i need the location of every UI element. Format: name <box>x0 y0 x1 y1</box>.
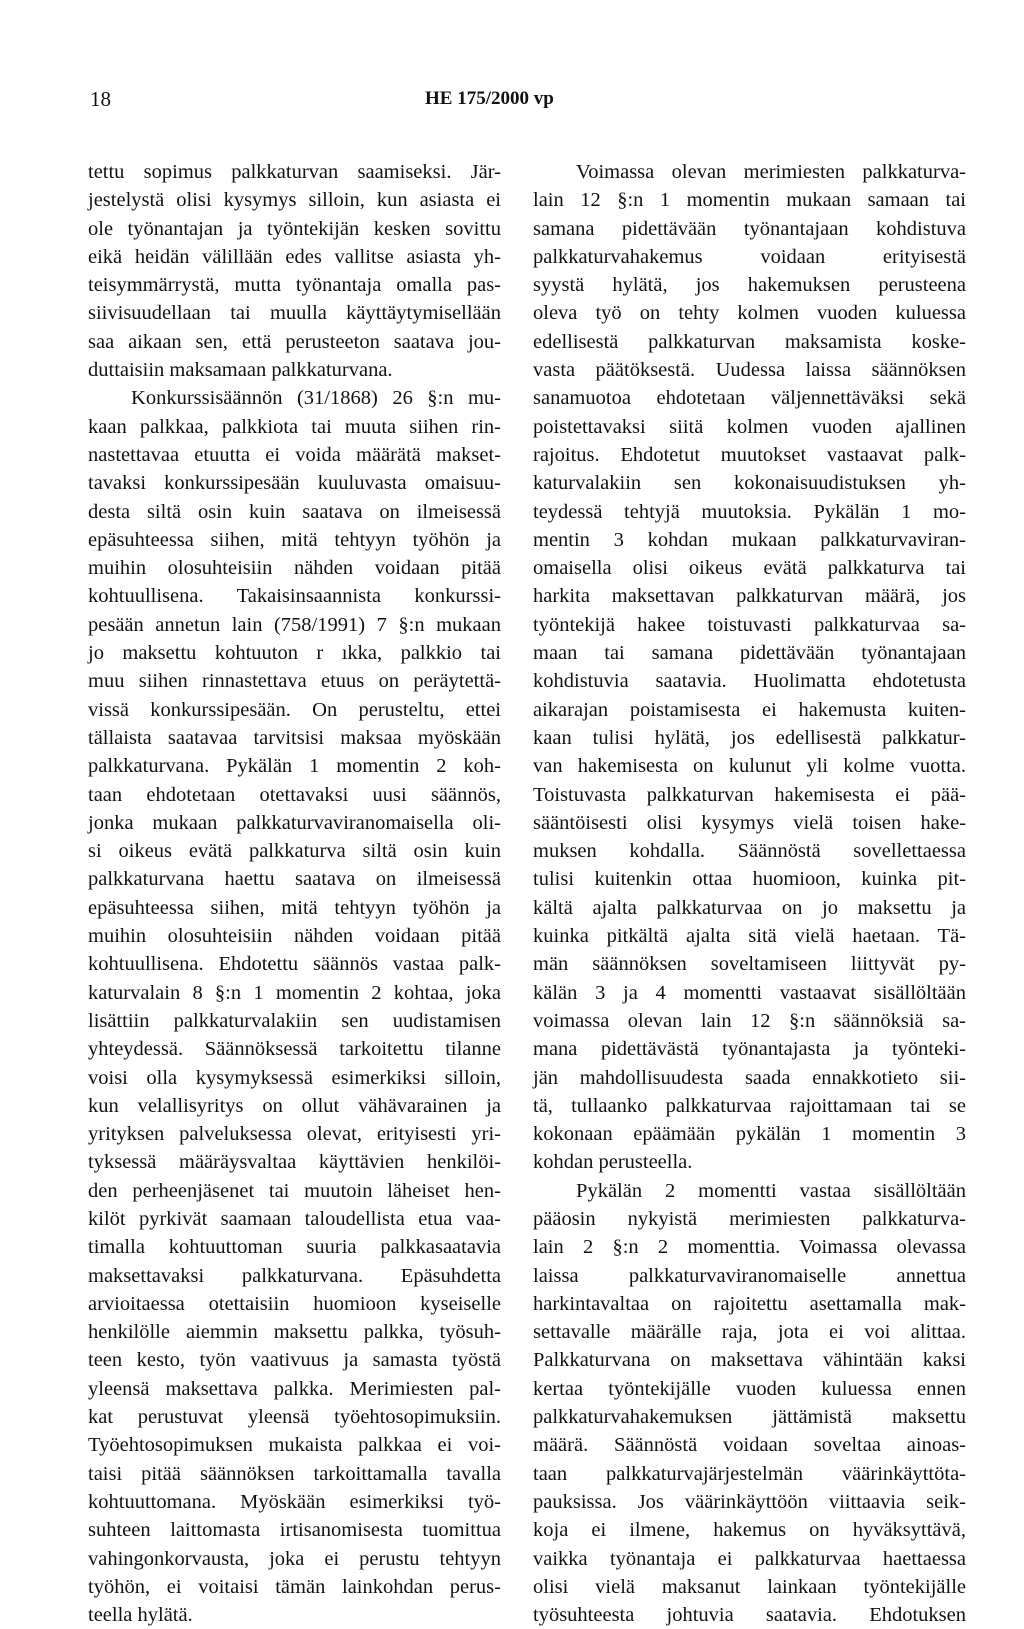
right-column-text-line: vaikka työnantaja ei palkkaturvaa haettaessa <box>533 1547 966 1570</box>
left-column-text-line: jonka mukaan palkkaturvaviranomaisella oli- <box>88 811 501 834</box>
right-column-text-line: mentin 3 kohdan mukaan palkkaturvaviran- <box>533 528 966 551</box>
right-column-text-line: Toistuvasta palkkaturvan hakemisesta ei pää- <box>533 783 966 806</box>
right-column-text-line: sääntöisesti olisi kysymys vielä toisen hake- <box>533 811 966 834</box>
right-column-text-line: edellisestä palkkaturvan maksamista koske- <box>533 330 966 353</box>
left-text-column <box>88 158 501 1629</box>
left-column-text-line: lisättiin palkkaturvalakiin sen uudistamisen <box>88 1009 501 1032</box>
left-column-text-line: yleensä maksettava palkka. Merimiesten pal- <box>88 1377 501 1400</box>
left-column-text-line: tavaksi konkurssipesään kuuluvasta omaisuu- <box>88 472 501 495</box>
right-column-text-line: kokonaan epäämään pykälän 1 momentin 3 <box>533 1123 966 1146</box>
right-column-text-line: Voimassa olevan merimiesten palkkaturva- <box>576 161 966 183</box>
left-column-text-line: suhteen laittomasta irtisanomisesta tuomittua <box>88 1519 501 1542</box>
right-column-text-line: jän mahdollisuudesta saada ennakkotieto sii- <box>533 1066 966 1089</box>
right-column-text-line: kertaa työntekijälle vuoden kuluessa ennen <box>533 1377 966 1400</box>
left-column-text-line: arvioitaessa otettaisiin huomioon kyseiselle <box>88 1292 501 1315</box>
right-column-text-line: kälän 3 ja 4 momentti vastaavat sisällöltään <box>533 981 966 1004</box>
right-column-text-line: aikarajan poistamisesta ei hakemusta kuiten- <box>533 698 966 721</box>
left-column-text-line: taan ehdotetaan otettavaksi uusi säännös, <box>88 783 501 806</box>
right-column-text-line: tä, tullaanko palkkaturvaa rajoittamaan tai se <box>533 1094 966 1117</box>
left-column-text-line: katurvalain 8 §:n 1 momentin 2 kohtaa, joka <box>88 981 501 1004</box>
left-column-text-line: muihin olosuhteisiin nähden voidaan pitää <box>88 925 501 948</box>
left-column-text-line: desta siltä osin kuin saatava on ilmeisessä <box>88 500 501 523</box>
left-column-text-line: yhteydessä. Säännöksessä tarkoitettu tilanne <box>88 1038 501 1061</box>
left-column-text-line: muihin olosuhteisiin nähden voidaan pitää <box>88 557 501 580</box>
left-column-text-line: duttaisiin maksamaan palkkaturvana. <box>88 359 393 382</box>
left-column-text-line: jestelystä olisi kysymys silloin, kun asiasta ei <box>88 189 501 212</box>
left-column-text-line: tettu sopimus palkkaturvan saamiseksi. Jär- <box>88 161 501 183</box>
left-column-text-line: maksettavaksi palkkaturvana. Epäsuhdetta <box>88 1264 501 1287</box>
left-column-text-line: työhön, ei voitaisi tämän lainkohdan perus- <box>88 1575 501 1598</box>
left-column-text-line: teella hylätä. <box>88 1604 193 1627</box>
right-column-text-line: kohdistuvia saatavia. Huolimatta ehdotetusta <box>533 670 966 693</box>
right-column-text-line: settavalle määrälle raja, jota ei voi alittaa. <box>533 1321 966 1344</box>
right-column-text-line: Pykälän 2 momentti vastaa sisällöltään <box>576 1179 966 1202</box>
right-column-text-line: vasta päätöksestä. Uudessa laissa säännöksen <box>533 359 966 382</box>
left-column-text-line: kohtuullisena. Ehdotettu säännös vastaa palk- <box>88 953 501 976</box>
left-column-text-line: henkilölle aiemmin maksettu palkka, työsuh- <box>88 1321 501 1344</box>
left-column-text-line: siivisuudellaan tai muulla käyttäytymisellään <box>88 302 501 325</box>
left-column-text-line: pesään annetun lain (758/1991) 7 §:n mukaan <box>88 613 501 636</box>
right-column-text-line: rajoitus. Ehdotetut muutokset vastaavat palk- <box>533 443 966 466</box>
left-column-text-line: teen kesto, työn vaativuus ja samasta työstä <box>88 1349 501 1372</box>
right-column-text-line: lain 12 §:n 1 momentin mukaan samaan tai <box>533 189 966 212</box>
left-column-text-line: ole työnantajan ja työntekijän kesken sovittu <box>88 217 501 240</box>
left-column-text-line: kohtuullisena. Takaisinsaannista konkurssi- <box>88 585 501 608</box>
left-column-text-line: den perheenjäsenet tai muutoin läheiset hen- <box>88 1179 501 1202</box>
right-column-text-line: syystä hylätä, jos hakemuksen perusteena <box>533 274 966 297</box>
left-column-text-line: saa aikaan sen, että perusteeton saatava jou- <box>88 330 501 353</box>
right-column-text-line: män säännöksen soveltamiseen liittyvät py- <box>533 953 966 976</box>
left-column-text-line: epäsuhteessa siihen, mitä tehtyyn työhön ja <box>88 528 501 551</box>
document-id: HE 175/2000 vp <box>425 88 554 109</box>
right-column-text-line: teydessä tehtyjä muutoksia. Pykälän 1 mo- <box>533 500 966 523</box>
left-column-text-line: vahingonkorvausta, joka ei perustu tehtyyn <box>88 1547 501 1570</box>
page-header <box>0 86 1024 118</box>
right-column-text-line: samana pidettävään työnantajaan kohdistuva <box>533 217 966 240</box>
right-column-text-line: Palkkaturvana on maksettava vähintään kaksi <box>533 1349 966 1372</box>
left-column-text-line: Konkurssisäännön (31/1868) 26 §:n mu- <box>131 387 501 410</box>
right-column-text-line: poistettavaksi siitä kolmen vuoden ajallinen <box>533 415 966 438</box>
right-column-text-line: taan palkkaturvajärjestelmän väärinkäyttöta- <box>533 1462 966 1485</box>
left-column-text-line: taisi pitää säännöksen tarkoittamalla tavalla <box>88 1462 501 1485</box>
right-column-text-line: maan tai samana pidettävään työnantajaan <box>533 642 966 665</box>
left-column-text-line: si oikeus evätä palkkaturva siltä osin kuin <box>88 840 501 863</box>
right-column-text-line: työsuhteesta johtuvia saatavia. Ehdotuksen <box>533 1604 966 1627</box>
right-text-column <box>533 158 966 1629</box>
left-column-text-line: epäsuhteessa siihen, mitä tehtyyn työhön ja <box>88 896 501 919</box>
right-column-text-line: katurvalakiin sen kokonaisuudistuksen yh- <box>533 472 966 495</box>
right-column-text-line: harkintavaltaa on rajoitettu asettamalla mak- <box>533 1292 966 1315</box>
left-column-text-line: eikä heidän välillään edes vallitse asiasta yh- <box>88 245 501 268</box>
left-column-text-line: tällaista saatavaa tarvitsisi maksaa myöskään <box>88 726 501 749</box>
left-column-text-line: kilöt pyrkivät saamaan taloudellista etua vaa- <box>88 1207 501 1230</box>
right-column-text-line: palkkaturvahakemuksen jättämistä maksettu <box>533 1406 966 1429</box>
left-column-text-line: yrityksen palveluksessa olevat, erityisesti yri- <box>88 1123 501 1146</box>
left-column-text-line: Työehtosopimuksen mukaista palkkaa ei voi- <box>88 1434 501 1457</box>
page-number: 18 <box>90 87 111 111</box>
right-column-text-line: kaan tulisi hylätä, jos edellisestä palkkatur- <box>533 726 966 749</box>
right-column-text-line: lain 2 §:n 2 momenttia. Voimassa olevassa <box>533 1236 966 1259</box>
right-column-text-line: voimassa olevan lain 12 §:n säännöksiä sa- <box>533 1009 966 1032</box>
right-column-text-line: tulisi kuitenkin ottaa huomioon, kuinka pit- <box>533 868 966 891</box>
right-column-text-line: oleva työ on tehty kolmen vuoden kuluessa <box>533 302 966 325</box>
right-column-text-line: määrä. Säännöstä voidaan soveltaa ainoas- <box>533 1434 966 1457</box>
right-column-text-line: pääosin nykyistä merimiesten palkkaturva- <box>533 1207 966 1230</box>
left-column-text-line: palkkaturvana. Pykälän 1 momentin 2 koh- <box>88 755 501 778</box>
left-column-text-line: teisymmärrystä, mutta työnantaja omalla pas- <box>88 274 501 297</box>
right-column-text-line: olisi vielä maksanut lainkaan työntekijälle <box>533 1575 966 1598</box>
right-column-text-line: laissa palkkaturvaviranomaiselle annettua <box>533 1264 966 1287</box>
right-column-text-line: kohdan perusteella. <box>533 1151 693 1174</box>
right-column-text-line: omaisella olisi oikeus evätä palkkaturva tai <box>533 557 966 580</box>
right-column-text-line: harkita maksettavan palkkaturvan määrä, jos <box>533 585 966 608</box>
right-column-text-line: muksen kohdalla. Säännöstä sovellettaessa <box>533 840 966 863</box>
left-column-text-line: voisi olla kysymyksessä esimerkiksi silloin, <box>88 1066 501 1089</box>
left-column-text-line: kohtuuttomana. Myöskään esimerkiksi työ- <box>88 1490 501 1513</box>
right-column-text-line: kältä ajalta palkkaturvaa on jo maksettu ja <box>533 896 966 919</box>
left-column-text-line: kat perustuvat yleensä työehtosopimuksiin. <box>88 1406 501 1429</box>
left-column-text-line: timalla kohtuuttoman suuria palkkasaatavia <box>88 1236 501 1259</box>
right-column-text-line: palkkaturvahakemus voidaan erityisestä <box>533 245 966 268</box>
right-column-text-line: van hakemisesta on kulunut yli kolme vuotta. <box>533 755 966 778</box>
left-column-text-line: jo maksettu kohtuuton r ıkka, palkkio tai <box>88 642 501 665</box>
left-column-text-line: vissä konkurssipesään. On perusteltu, ettei <box>88 698 501 721</box>
right-column-text-line: sanamuotoa ehdotetaan väljennettäväksi sekä <box>533 387 966 410</box>
right-column-text-line: pauksissa. Jos väärinkäyttöön viittaavia seik- <box>533 1490 966 1513</box>
right-column-text-line: koja ei ilmene, hakemus on hyväksyttävä, <box>533 1519 966 1542</box>
left-column-text-line: tyksessä määräysvaltaa käyttävien henkilöi- <box>88 1151 501 1174</box>
left-column-text-line: nastettavaa etuutta ei voida määrätä makset- <box>88 443 501 466</box>
right-column-text-line: työntekijä hakee toistuvasti palkkaturvaa sa- <box>533 613 966 636</box>
right-column-text-line: mana pidettävästä työnantajasta ja työnteki- <box>533 1038 966 1061</box>
left-column-text-line: kun velallisyritys on ollut vähävarainen ja <box>88 1094 501 1117</box>
right-column-text-line: kuinka pitkältä ajalta sitä vielä haetaan. Tä- <box>533 925 966 948</box>
left-column-text-line: kaan palkkaa, palkkiota tai muuta siihen rin- <box>88 415 501 438</box>
left-column-text-line: muu siihen rinnastettava etuus on peräytettä- <box>88 670 501 693</box>
left-column-text-line: palkkaturvana haettu saatava on ilmeisessä <box>88 868 501 891</box>
